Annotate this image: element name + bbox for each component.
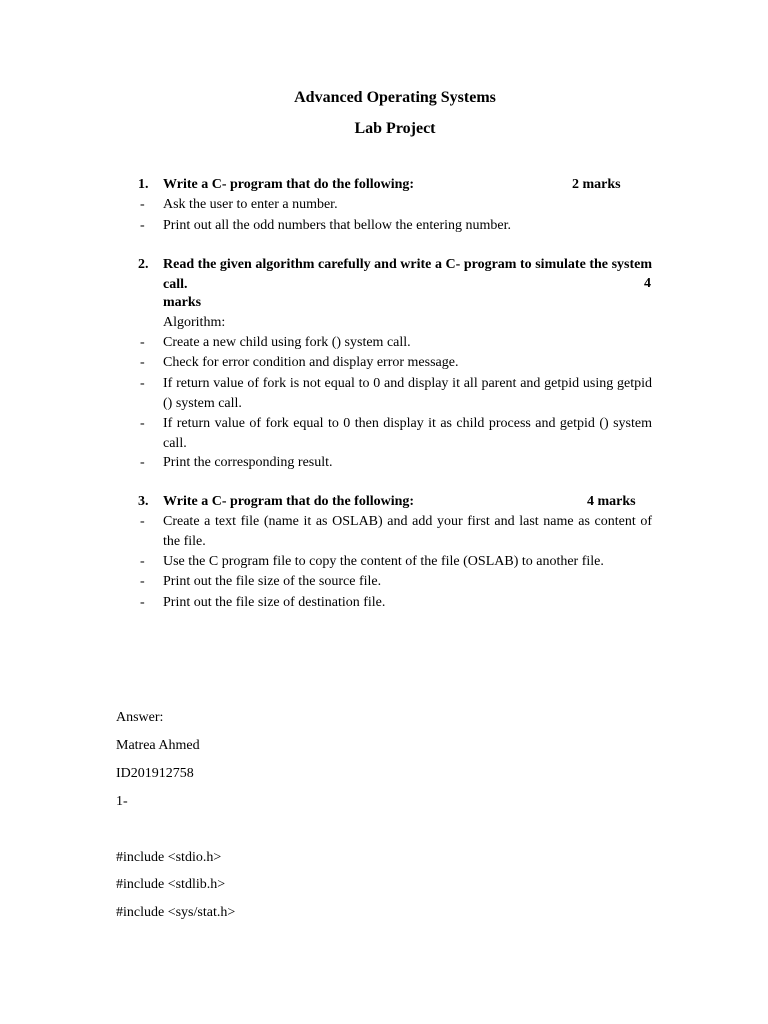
bullet-marker: - (140, 197, 145, 212)
bullet-marker: - (140, 514, 145, 529)
question-text: Write a C- program that do the following: (163, 177, 415, 192)
list-item-text: Create a new child using fork () system call. (163, 335, 411, 350)
list-item (138, 453, 652, 473)
list-item-text: Print out all the odd numbers that bellow the entering number. (163, 218, 511, 233)
document-subtitle: Lab Project (354, 120, 436, 137)
list-item (138, 552, 652, 572)
document-title: Advanced Operating Systems (294, 89, 496, 106)
list-item (138, 374, 652, 413)
code-line: #include <stdio.h> (116, 850, 222, 865)
list-item-text: If return value of fork equal to 0 then display it as child process and getpid () system call. (163, 416, 652, 451)
list-item (138, 195, 652, 215)
question-number: 2. (138, 257, 149, 272)
list-item-text: Check for error condition and display error message. (163, 355, 459, 370)
bullet-marker: - (140, 335, 145, 350)
list-item (138, 333, 652, 353)
list-item (138, 353, 652, 373)
list-item (138, 414, 652, 453)
list-item-text: Ask the user to enter a number. (163, 197, 338, 212)
bullet-marker: - (140, 376, 145, 391)
bullet-marker: - (140, 416, 145, 431)
code-line: #include <stdlib.h> (116, 877, 226, 892)
list-item (138, 593, 652, 613)
question-2-heading (138, 255, 652, 294)
student-id: ID201912758 (116, 766, 194, 781)
question-3-heading (138, 492, 652, 512)
bullet-marker: - (140, 355, 145, 370)
list-item-text: Print out the file size of destination file. (163, 595, 386, 610)
question-3-marks: 4 marks (587, 494, 636, 509)
bullet-marker: - (140, 574, 145, 589)
list-item-text: Print the corresponding result. (163, 455, 333, 470)
list-item-text: Use the C program file to copy the content of the file (OSLAB) to another file. (163, 554, 604, 569)
list-item-text: Print out the file size of the source file. (163, 574, 382, 589)
question-text: Write a C- program that do the following: (163, 494, 415, 509)
question-number: 3. (138, 494, 149, 509)
question-2-marks-word: marks (163, 295, 202, 310)
list-item (138, 512, 652, 551)
bullet-marker: - (140, 218, 145, 233)
algorithm-label: Algorithm: (163, 315, 226, 330)
list-item-text: If return value of fork is not equal to 0 and display it all parent and getpid using getpid () system call. (163, 376, 652, 411)
question-number: 1. (138, 177, 149, 192)
student-name: Matrea Ahmed (116, 738, 200, 753)
answer-part-number: 1- (116, 794, 128, 809)
question-2-marks-number: 4 (644, 276, 651, 291)
list-item (138, 572, 652, 592)
bullet-marker: - (140, 595, 145, 610)
question-1-marks: 2 marks (572, 177, 621, 192)
answer-label: Answer: (116, 710, 164, 725)
list-item-text: Create a text file (name it as OSLAB) and add your first and last name as content of the file. (163, 514, 652, 549)
bullet-marker: - (140, 554, 145, 569)
question-text: Read the given algorithm carefully and write a C- program to simulate the system call. (163, 257, 652, 292)
list-item (138, 216, 652, 236)
code-line: #include <sys/stat.h> (116, 905, 236, 920)
bullet-marker: - (140, 455, 145, 470)
